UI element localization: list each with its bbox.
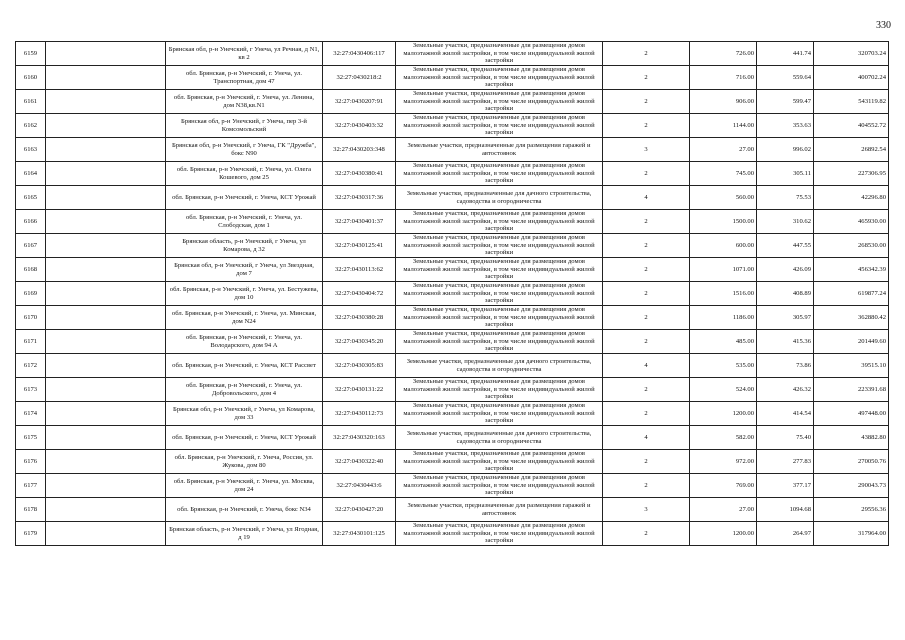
row-number: 6178 [16,498,46,522]
table-row [16,42,889,66]
land-use-cell: Земельные участки, предназначенные для размещения домов малоэтажной жилой застройки, в том числе индивидуальной жилой застройки [396,90,603,114]
empty-cell [46,450,166,474]
address-cell: Брянская обл, р-н Унечский, г Унеча, ул Речная, д N1, кв 2 [166,42,323,66]
group-code-cell: 2 [603,330,690,354]
row-number: 6174 [16,402,46,426]
land-use-cell: Земельные участки, предназначенные для дачного строительства, садоводства и огородничества [396,186,603,210]
empty-cell [46,42,166,66]
specific-value-cell: 75.40 [757,426,814,450]
cadastral-number-cell: 32:27:0430317:36 [323,186,396,210]
address-cell: обл. Брянская, р-н Унечский, г. Унеча, бокс N34 [166,498,323,522]
cadastral-value-cell: 26892.54 [814,138,889,162]
address-cell: обл. Брянская, р-н Унечский, г. Унеча, Россия, ул. Жукова, дом 80 [166,450,323,474]
group-code-cell: 2 [603,522,690,546]
specific-value-cell: 73.86 [757,354,814,378]
area-cell: 600.00 [690,234,757,258]
specific-value-cell: 426.32 [757,378,814,402]
table-row [16,186,889,210]
row-number: 6164 [16,162,46,186]
cadastral-number-cell: 32:27:0430380:41 [323,162,396,186]
address-cell: обл. Брянская, р-н Унечский, г. Унеча, КСТ Урожай [166,186,323,210]
cadastral-value-cell: 543119.82 [814,90,889,114]
table-row [16,378,889,402]
group-code-cell: 2 [603,402,690,426]
specific-value-cell: 408.89 [757,282,814,306]
cadastral-value-cell: 42296.80 [814,186,889,210]
land-use-cell: Земельные участки, предназначенные для размещения домов малоэтажной жилой застройки, в том числе индивидуальной жилой застройки [396,282,603,306]
empty-cell [46,258,166,282]
cadastral-number-cell: 32:27:0430203:348 [323,138,396,162]
empty-cell [46,306,166,330]
area-cell: 27.00 [690,138,757,162]
area-cell: 1500.00 [690,210,757,234]
row-number: 6172 [16,354,46,378]
table-row [16,162,889,186]
table-row [16,426,889,450]
area-cell: 906.00 [690,90,757,114]
row-number: 6177 [16,474,46,498]
table-row [16,114,889,138]
cadastral-value-cell: 227306.95 [814,162,889,186]
group-code-cell: 2 [603,90,690,114]
address-cell: Брянская обл, р-н Унечский, г Унеча, ул Комарова, дом 33 [166,402,323,426]
specific-value-cell: 1094.68 [757,498,814,522]
address-cell: обл. Брянская, р-н Унечский, г. Унеча, КСТ Урожай [166,426,323,450]
address-cell: Брянская область, р-н Унечский, г Унеча, ул Комарова, д 32 [166,234,323,258]
row-number: 6159 [16,42,46,66]
area-cell: 726.00 [690,42,757,66]
table-row [16,66,889,90]
land-use-cell: Земельные участки, предназначенные для размещения гаражей и автостоянок [396,498,603,522]
area-cell: 535.00 [690,354,757,378]
cadastral-value-cell: 619877.24 [814,282,889,306]
empty-cell [46,186,166,210]
land-use-cell: Земельные участки, предназначенные для размещения домов малоэтажной жилой застройки, в том числе индивидуальной жилой застройки [396,42,603,66]
group-code-cell: 2 [603,210,690,234]
group-code-cell: 4 [603,186,690,210]
empty-cell [46,402,166,426]
cadastral-number-cell: 32:27:0430113:62 [323,258,396,282]
row-number: 6165 [16,186,46,210]
empty-cell [46,234,166,258]
cadastral-number-cell: 32:27:0430427:20 [323,498,396,522]
specific-value-cell: 414.54 [757,402,814,426]
row-number: 6160 [16,66,46,90]
group-code-cell: 4 [603,426,690,450]
row-number: 6161 [16,90,46,114]
specific-value-cell: 377.17 [757,474,814,498]
row-number: 6173 [16,378,46,402]
land-use-cell: Земельные участки, предназначенные для размещения домов малоэтажной жилой застройки, в том числе индивидуальной жилой застройки [396,210,603,234]
table-body [16,42,889,546]
address-cell: обл. Брянская, р-н Унечский, г. Унеча, КСТ Рассвет [166,354,323,378]
address-cell: обл. Брянская, р-н Унечский, г. Унеча, ул. Минская, дом N24 [166,306,323,330]
row-number: 6166 [16,210,46,234]
row-number: 6176 [16,450,46,474]
land-use-cell: Земельные участки, предназначенные для дачного строительства, садоводства и огородничества [396,354,603,378]
specific-value-cell: 415.36 [757,330,814,354]
empty-cell [46,330,166,354]
land-use-cell: Земельные участки, предназначенные для размещения домов малоэтажной жилой застройки, в том числе индивидуальной жилой застройки [396,234,603,258]
table-row [16,138,889,162]
table-row [16,90,889,114]
cadastral-value-cell: 268530.00 [814,234,889,258]
land-use-cell: Земельные участки, предназначенные для размещения домов малоэтажной жилой застройки, в том числе индивидуальной жилой застройки [396,474,603,498]
group-code-cell: 2 [603,66,690,90]
area-cell: 1516.00 [690,282,757,306]
cadastral-number-cell: 32:27:0430404:72 [323,282,396,306]
cadastral-value-cell: 362880.42 [814,306,889,330]
specific-value-cell: 447.55 [757,234,814,258]
cadastral-number-cell: 32:27:0430406:117 [323,42,396,66]
group-code-cell: 2 [603,258,690,282]
cadastral-number-cell: 32:27:0430380:28 [323,306,396,330]
specific-value-cell: 996.02 [757,138,814,162]
cadastral-value-cell: 39515.10 [814,354,889,378]
area-cell: 1186.00 [690,306,757,330]
land-use-cell: Земельные участки, предназначенные для размещения домов малоэтажной жилой застройки, в том числе индивидуальной жилой застройки [396,258,603,282]
land-use-cell: Земельные участки, предназначенные для размещения гаражей и автостоянок [396,138,603,162]
empty-cell [46,354,166,378]
group-code-cell: 2 [603,234,690,258]
land-use-cell: Земельные участки, предназначенные для размещения домов малоэтажной жилой застройки, в том числе индивидуальной жилой застройки [396,378,603,402]
table-row [16,354,889,378]
empty-cell [46,498,166,522]
specific-value-cell: 441.74 [757,42,814,66]
table-row [16,210,889,234]
cadastral-value-cell: 400702.24 [814,66,889,90]
specific-value-cell: 310.62 [757,210,814,234]
table-row [16,282,889,306]
table-row [16,234,889,258]
cadastral-number-cell: 32:27:0430345:20 [323,330,396,354]
cadastral-value-cell: 317964.00 [814,522,889,546]
group-code-cell: 2 [603,450,690,474]
cadastral-number-cell: 32:27:0430112:73 [323,402,396,426]
area-cell: 1144.00 [690,114,757,138]
cadastral-value-cell: 456342.39 [814,258,889,282]
specific-value-cell: 559.64 [757,66,814,90]
cadastral-value-cell: 320703.24 [814,42,889,66]
row-number: 6169 [16,282,46,306]
address-cell: обл. Брянская, р-н Унечский, г. Унеча, ул. Бестужева, дом 10 [166,282,323,306]
cadastral-number-cell: 32:27:0430218:2 [323,66,396,90]
address-cell: обл. Брянская, р-н Унечский, г. Унеча, ул. Транспортная, дом 47 [166,66,323,90]
specific-value-cell: 264.97 [757,522,814,546]
cadastral-number-cell: 32:27:0430125:41 [323,234,396,258]
land-use-cell: Земельные участки, предназначенные для размещения домов малоэтажной жилой застройки, в том числе индивидуальной жилой застройки [396,306,603,330]
row-number: 6175 [16,426,46,450]
specific-value-cell: 75.53 [757,186,814,210]
address-cell: Брянская обл, р-н Унечский, г Унеча, пер 3-й Комсомольский [166,114,323,138]
cadastral-number-cell: 32:27:0430401:37 [323,210,396,234]
table-row [16,306,889,330]
specific-value-cell: 599.47 [757,90,814,114]
empty-cell [46,210,166,234]
address-cell: Брянская обл, р-н Унечский, г Унеча, ул Звездная, дом 7 [166,258,323,282]
table-row [16,258,889,282]
address-cell: обл. Брянская, р-н Унечский, г. Унеча, ул. Володарского, дом 94 А [166,330,323,354]
specific-value-cell: 305.11 [757,162,814,186]
land-use-cell: Земельные участки, предназначенные для размещения домов малоэтажной жилой застройки, в том числе индивидуальной жилой застройки [396,402,603,426]
empty-cell [46,474,166,498]
specific-value-cell: 426.09 [757,258,814,282]
cadastral-number-cell: 32:27:0430305:83 [323,354,396,378]
cadastral-number-cell: 32:27:0430101:125 [323,522,396,546]
empty-cell [46,114,166,138]
group-code-cell: 2 [603,474,690,498]
group-code-cell: 4 [603,354,690,378]
row-number: 6167 [16,234,46,258]
page-number: 330 [876,20,891,31]
address-cell: обл. Брянская, р-н Унечский, г. Унеча, ул. Москва, дом 24 [166,474,323,498]
address-cell: обл. Брянская, р-н Унечский, г. Унеча, ул. Добровольского, дом 4 [166,378,323,402]
area-cell: 582.00 [690,426,757,450]
area-cell: 716.00 [690,66,757,90]
cadastral-value-cell: 270050.76 [814,450,889,474]
group-code-cell: 2 [603,282,690,306]
cadastral-value-table [15,41,889,546]
land-use-cell: Земельные участки, предназначенные для размещения домов малоэтажной жилой застройки, в том числе индивидуальной жилой застройки [396,162,603,186]
area-cell: 769.00 [690,474,757,498]
land-use-cell: Земельные участки, предназначенные для размещения домов малоэтажной жилой застройки, в том числе индивидуальной жилой застройки [396,330,603,354]
cadastral-value-cell: 29556.36 [814,498,889,522]
table-row [16,522,889,546]
table-row [16,330,889,354]
address-cell: обл. Брянская, р-н Унечский, г. Унеча, ул. Слободская, дом 1 [166,210,323,234]
table-row [16,402,889,426]
land-use-cell: Земельные участки, предназначенные для размещения домов малоэтажной жилой застройки, в том числе индивидуальной жилой застройки [396,522,603,546]
group-code-cell: 2 [603,42,690,66]
empty-cell [46,522,166,546]
row-number: 6179 [16,522,46,546]
land-use-cell: Земельные участки, предназначенные для дачного строительства, садоводства и огородничества [396,426,603,450]
cadastral-number-cell: 32:27:0430403:32 [323,114,396,138]
group-code-cell: 2 [603,306,690,330]
land-use-cell: Земельные участки, предназначенные для размещения домов малоэтажной жилой застройки, в том числе индивидуальной жилой застройки [396,114,603,138]
area-cell: 485.00 [690,330,757,354]
area-cell: 1200.00 [690,522,757,546]
area-cell: 524.00 [690,378,757,402]
cadastral-number-cell: 32:27:0430131:22 [323,378,396,402]
cadastral-value-cell: 497448.00 [814,402,889,426]
area-cell: 560.00 [690,186,757,210]
area-cell: 745.00 [690,162,757,186]
empty-cell [46,426,166,450]
cadastral-value-cell: 404552.72 [814,114,889,138]
address-cell: обл. Брянская, р-н Унечский, г. Унеча, ул. Олега Кошевого, дом 25 [166,162,323,186]
group-code-cell: 2 [603,162,690,186]
empty-cell [46,90,166,114]
address-cell: Брянская обл, р-н Унечский, г Унеча, ГК "Дружба", бокс N90 [166,138,323,162]
row-number: 6168 [16,258,46,282]
cadastral-value-cell: 290043.73 [814,474,889,498]
empty-cell [46,66,166,90]
group-code-cell: 2 [603,378,690,402]
empty-cell [46,378,166,402]
empty-cell [46,162,166,186]
cadastral-value-cell: 43882.80 [814,426,889,450]
group-code-cell: 3 [603,498,690,522]
specific-value-cell: 305.97 [757,306,814,330]
address-cell: обл. Брянская, р-н Унечский, г. Унеча, ул. Ленина, дом N38,кв.N1 [166,90,323,114]
address-cell: Брянская область, р-н Унечский, г Унеча, ул Ягодная, д 19 [166,522,323,546]
table-row [16,498,889,522]
table-row [16,450,889,474]
area-cell: 972.00 [690,450,757,474]
cadastral-number-cell: 32:27:0430320:163 [323,426,396,450]
specific-value-cell: 353.63 [757,114,814,138]
row-number: 6170 [16,306,46,330]
specific-value-cell: 277.83 [757,450,814,474]
cadastral-value-cell: 465930.00 [814,210,889,234]
cadastral-number-cell: 32:27:0430207:91 [323,90,396,114]
row-number: 6162 [16,114,46,138]
area-cell: 1071.00 [690,258,757,282]
table-row [16,474,889,498]
land-use-cell: Земельные участки, предназначенные для размещения домов малоэтажной жилой застройки, в том числе индивидуальной жилой застройки [396,450,603,474]
group-code-cell: 2 [603,114,690,138]
area-cell: 1200.00 [690,402,757,426]
empty-cell [46,282,166,306]
cadastral-value-cell: 223391.68 [814,378,889,402]
cadastral-value-cell: 201449.60 [814,330,889,354]
empty-cell [46,138,166,162]
group-code-cell: 3 [603,138,690,162]
cadastral-number-cell: 32:27:0430322:40 [323,450,396,474]
row-number: 6171 [16,330,46,354]
cadastral-number-cell: 32:27:0430443:6 [323,474,396,498]
land-use-cell: Земельные участки, предназначенные для размещения домов малоэтажной жилой застройки, в том числе индивидуальной жилой застройки [396,66,603,90]
row-number: 6163 [16,138,46,162]
area-cell: 27.00 [690,498,757,522]
